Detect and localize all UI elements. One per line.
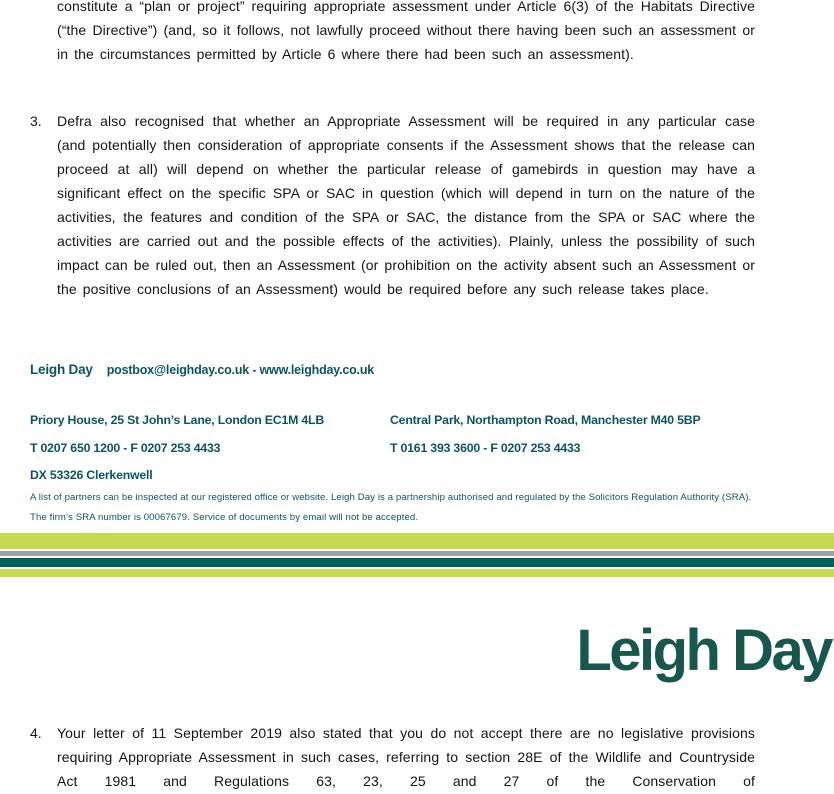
london-address: Priory House, 25 St John’s Lane, London EC1M 4LB [30, 413, 324, 427]
firm-name: Leigh Day [30, 362, 93, 377]
dx-number: DX 53326 Clerkenwell [30, 468, 153, 482]
manchester-phone-fax: T 0161 393 3600 - F 0207 253 4433 [390, 441, 581, 455]
item-4-text: Your letter of 11 September 2019 also stated that you do not accept there are no legislative provisions requiring Appropriate Assessment in such cases, referring to section 28E of the Wildlife and Countryside Act 1981 and Regulations 63, 23, 25 and 27 of the Conservation of [57, 725, 755, 789]
brand-stripe-gray [0, 551, 834, 556]
item-3-text: Defra also recognised that whether an Appropriate Assessment will be required in any particular case (and potentially then consideration of appropriate consents if the Assessment shows that the release can proceed at all) will depend on whether the particular release of gamebirds in question may have a significant effect on the specific SPA or SAC in question (which will depend in turn on the nature of the activities, the features and condition of the SPA or SAC, the distance from the SPA or SAC where the activities are carried out and the possible effects of the activities). Plainly, unless the possibility of such impact can be ruled out, then an Assessment (or prohibition on the activity absent such an Assessment or the positive conclusions of an Assessment) would be required before any such release takes place. [57, 113, 755, 297]
brand-stripe-teal [0, 558, 834, 567]
item-4-number: 4. [30, 725, 42, 741]
item-3-number: 3. [30, 113, 42, 129]
firm-email-website: postbox@leighday.co.uk - www.leighday.co.uk [106, 363, 375, 377]
brand-stripe-lime-bottom [0, 569, 834, 577]
firm-contact-line [30, 361, 374, 379]
brand-stripe-lime-top [0, 533, 834, 549]
leigh-day-logo: Leigh Day [576, 618, 831, 683]
paragraph-continuation: constitute a “plan or project” requiring appropriate assessment under Article 6(3) of the Habitats Directive (“the Directive”) (and, so it follows, not lawfully proceed without there having been such an assessment or in the circumstances permitted by Article 6 where there had been such an assessment). [57, 0, 755, 62]
london-phone-fax: T 0207 650 1200 - F 0207 253 4433 [30, 441, 221, 455]
legal-disclaimer-line-2: The firm’s SRA number is 00067679. Service of documents by email will not be accepted. [30, 512, 419, 523]
legal-disclaimer-line-1: A list of partners can be inspected at our registered office or website. Leigh Day is a partnership authorised and regulated by the Solicitors Regulation Authority (SRA). [30, 492, 752, 503]
manchester-address: Central Park, Northampton Road, Manchester M40 5BP [390, 413, 701, 427]
